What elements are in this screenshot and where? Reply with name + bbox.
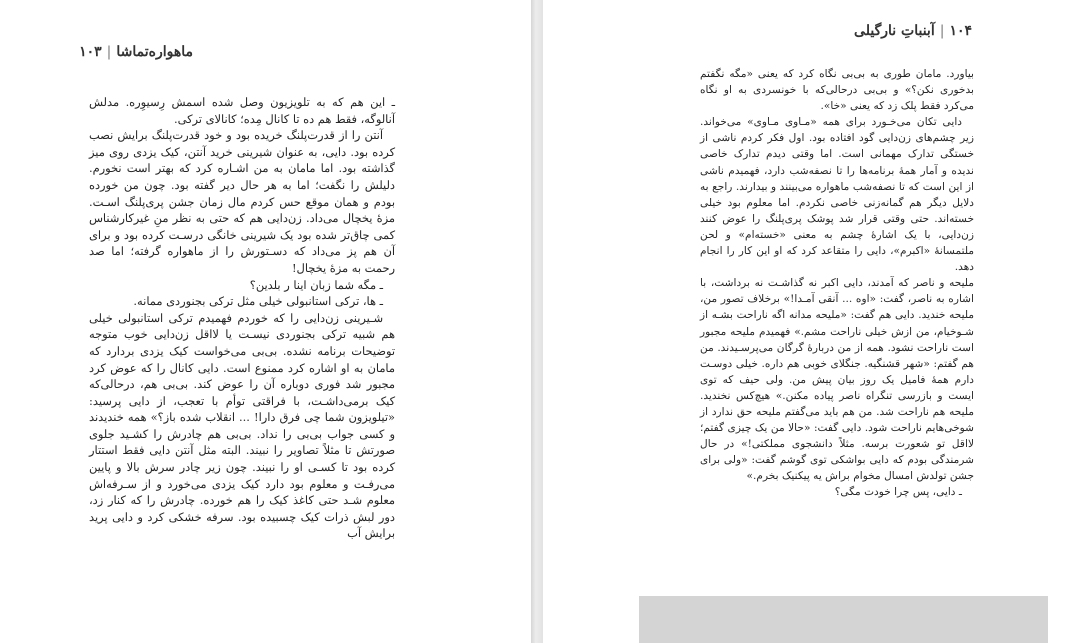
right-page-number: ۱۰۴ — [949, 23, 972, 39]
right-page-header — [854, 23, 972, 39]
left-page-header — [79, 44, 193, 60]
left-header-separator: | — [106, 44, 112, 60]
left-paragraph-1: ـ این هم که به تلویزیون وصل شده اسمش رِسیوِره. مدلش آنالوگه، فقط هم ده تا کانال مِده؛ کانالای ترکی. — [89, 95, 395, 126]
right-header-title: آبنباتِ نارگیلی — [854, 23, 935, 39]
left-page-number: ۱۰۳ — [79, 44, 102, 60]
page-bottom-gray-block — [639, 596, 1048, 643]
left-paragraph-3: ـ مگه شما زبان اینا ر بلدین؟ — [249, 277, 383, 292]
left-header-title: ماهواره‌تماشا — [116, 44, 193, 60]
right-header-separator: | — [939, 23, 945, 39]
right-page — [543, 0, 1076, 643]
left-page — [0, 0, 531, 643]
left-paragraph-4: ـ ها، ترکی استانبولی خیلی مثل ترکی بجنوردی ممانه. — [133, 294, 383, 309]
left-page-body — [89, 94, 395, 542]
right-paragraph-2: دایی تکان می‌خـورد برای همه «مـاوی مـاوی» می‌خواند. زیر چشم‌های زن‌دایی گود افتاده بود. اول فکر کردم ناشی از خستگی تدارک مهمانی است. اما وقتی دیدم تدارک خاصی ندیده و آمار همهٔ برنامه‌ها را تا نصفه‌شب دارد، فهمیدم ناشی از این است که تا نصفه‌شب ماهواره می‌بینند و بیدارند. راجع به دلایل دیگر هم گمانه‌زنی خاصی نکردم. اما معلوم بود خیلی خسته‌اند. حتی وقتی قرار شد پوشک پری‌پلنگ را عوض کنند زن‌دایی، با یک اشارهٔ چشم به معنی «خسته‌ام» و لحن ملتمسانهٔ «اکبرم»، دایی را متقاعد کرد که او این کار را انجام دهد. — [700, 116, 974, 274]
left-paragraph-5: شـیرینی زن‌دایی را که خوردم فهمیدم ترکی استانبولی خیلی هم شبیه ترکی بجنوردی نیسـت یا لااقل زن‌دایی خوب متوجه توضیحات برنامه نشده. بی‌بی می‌خواست کیک یزدی بردارد که مامان به او اشاره کرد ممنوع است. دایی کانال را که عوض کرد مجبور شد فوری دوباره آن را عوض کند. بی‌بی هم، درحالی‌که کیک برمی‌داشـت، با فراقتی توأم با تعجب، از دایی پرسید: «تیلویزون شما چی فرق دارا! ... انقلاب شده باز؟» همه خندیدند و کسی جواب بی‌بی را نداد. بی‌بی هم چادرش را کشـید جلوی صورتش تا مثلاً تصاویر را نبیند. البته مثل آنتن دایی فقط استتار کرده بود تا کسـی او را نبیند. چون زیر چادر سرش بالا و پایین می‌رفـت و معلوم بود دارد کیک یزدی می‌خورد و از سـرفه‌اش معلوم شـد حتی کاغذ کیک را هم خورده. چادرش را که کنار زد، دور لبش ذرات کیک چسبیده بود. سرفه خشکی کرد و دایی پرید برایش آب — [89, 310, 395, 541]
right-paragraph-4: ـ دایی، پس چرا خودت مگی؟ — [834, 486, 962, 499]
right-paragraph-1: بیاورد. مامان طوری به بی‌بی نگاه کرد که یعنی «مگه نگفتم بدخوری نکن؟» و بی‌بی درحالی‌که با خونسردی به او نگاه می‌کرد فقط پلک زد که یعنی «خا». — [700, 68, 974, 113]
book-gutter — [531, 0, 543, 643]
right-page-body — [700, 66, 974, 501]
right-paragraph-3: ملیحه و ناصر که آمدند، دایی اکبر نه گذاشـت نه برداشت، با اشاره به ناصر، گفت: «اوه ... آنقی آمـدا!» برخلاف تصور من، ملیحه خندید. دایی هم گفت: «ملیحه مدانه اگه ناراحت بشـه از شـوخیام، من ازش خیلی ناراحت مشم.» فهمیدم ملیحه مجبور است ناراحت نشود. همه از من دربارهٔ گرگان می‌پرسـیدند. من هم گفتم: «شهر قشنگیه. جنگلای خوبی هم داره. خیلی دوسـت دارم همهٔ فامیل یک روز بیان پیش من. ولی حیف که توی ایست و بازرسی تنگراه ناصر پیاده مکنن.» هیچ‌کس نخندید. ملیحه هم ناراحت شد. من هم باید می‌گفتم ملیحه حق ندارد از شوخی‌هایم ناراحت شود. دایی گفت: «حالا من یک چیزی گفتم؛ لااقل تو شعورت برسه. مثلاً دانشجوی مملکتی!» در حال شرمندگی بودم که دایی بواشکی توی گوشم گفت: «ولی برای جشن تولدش امسال مخوام براش یه پیکنیک بخرم.» — [700, 277, 974, 483]
left-paragraph-2: آنتن را از قدرت‌پلنگ خریده بود و خود قدرت‌پلنگ برایش نصب کرده بود. دایی، به عنوان شیرینی خرید آنتن، کیک یزدی روی میز گذاشته بود. اما مامان به من اشـاره کرد که بهتر است نخورم. دلیلش را نگفت؛ اما به هر حال دیر گفته بود. چون من خورده بودم و همان موقع حس کردم مال زمان جشن پری‌پلنگ اسـت. مزهٔ یخچال می‌داد. زن‌دایی هم که حتی به نظر منِ غیرکارشناس کمی چاق‌تر شده بود یک شیرینی خانگی درسـت کرده بود و برای آن هم پز می‌داد که دسـتورش را از ماهواره گرفته؛ اما صد رحمت به مزهٔ یخچال! — [89, 128, 395, 275]
